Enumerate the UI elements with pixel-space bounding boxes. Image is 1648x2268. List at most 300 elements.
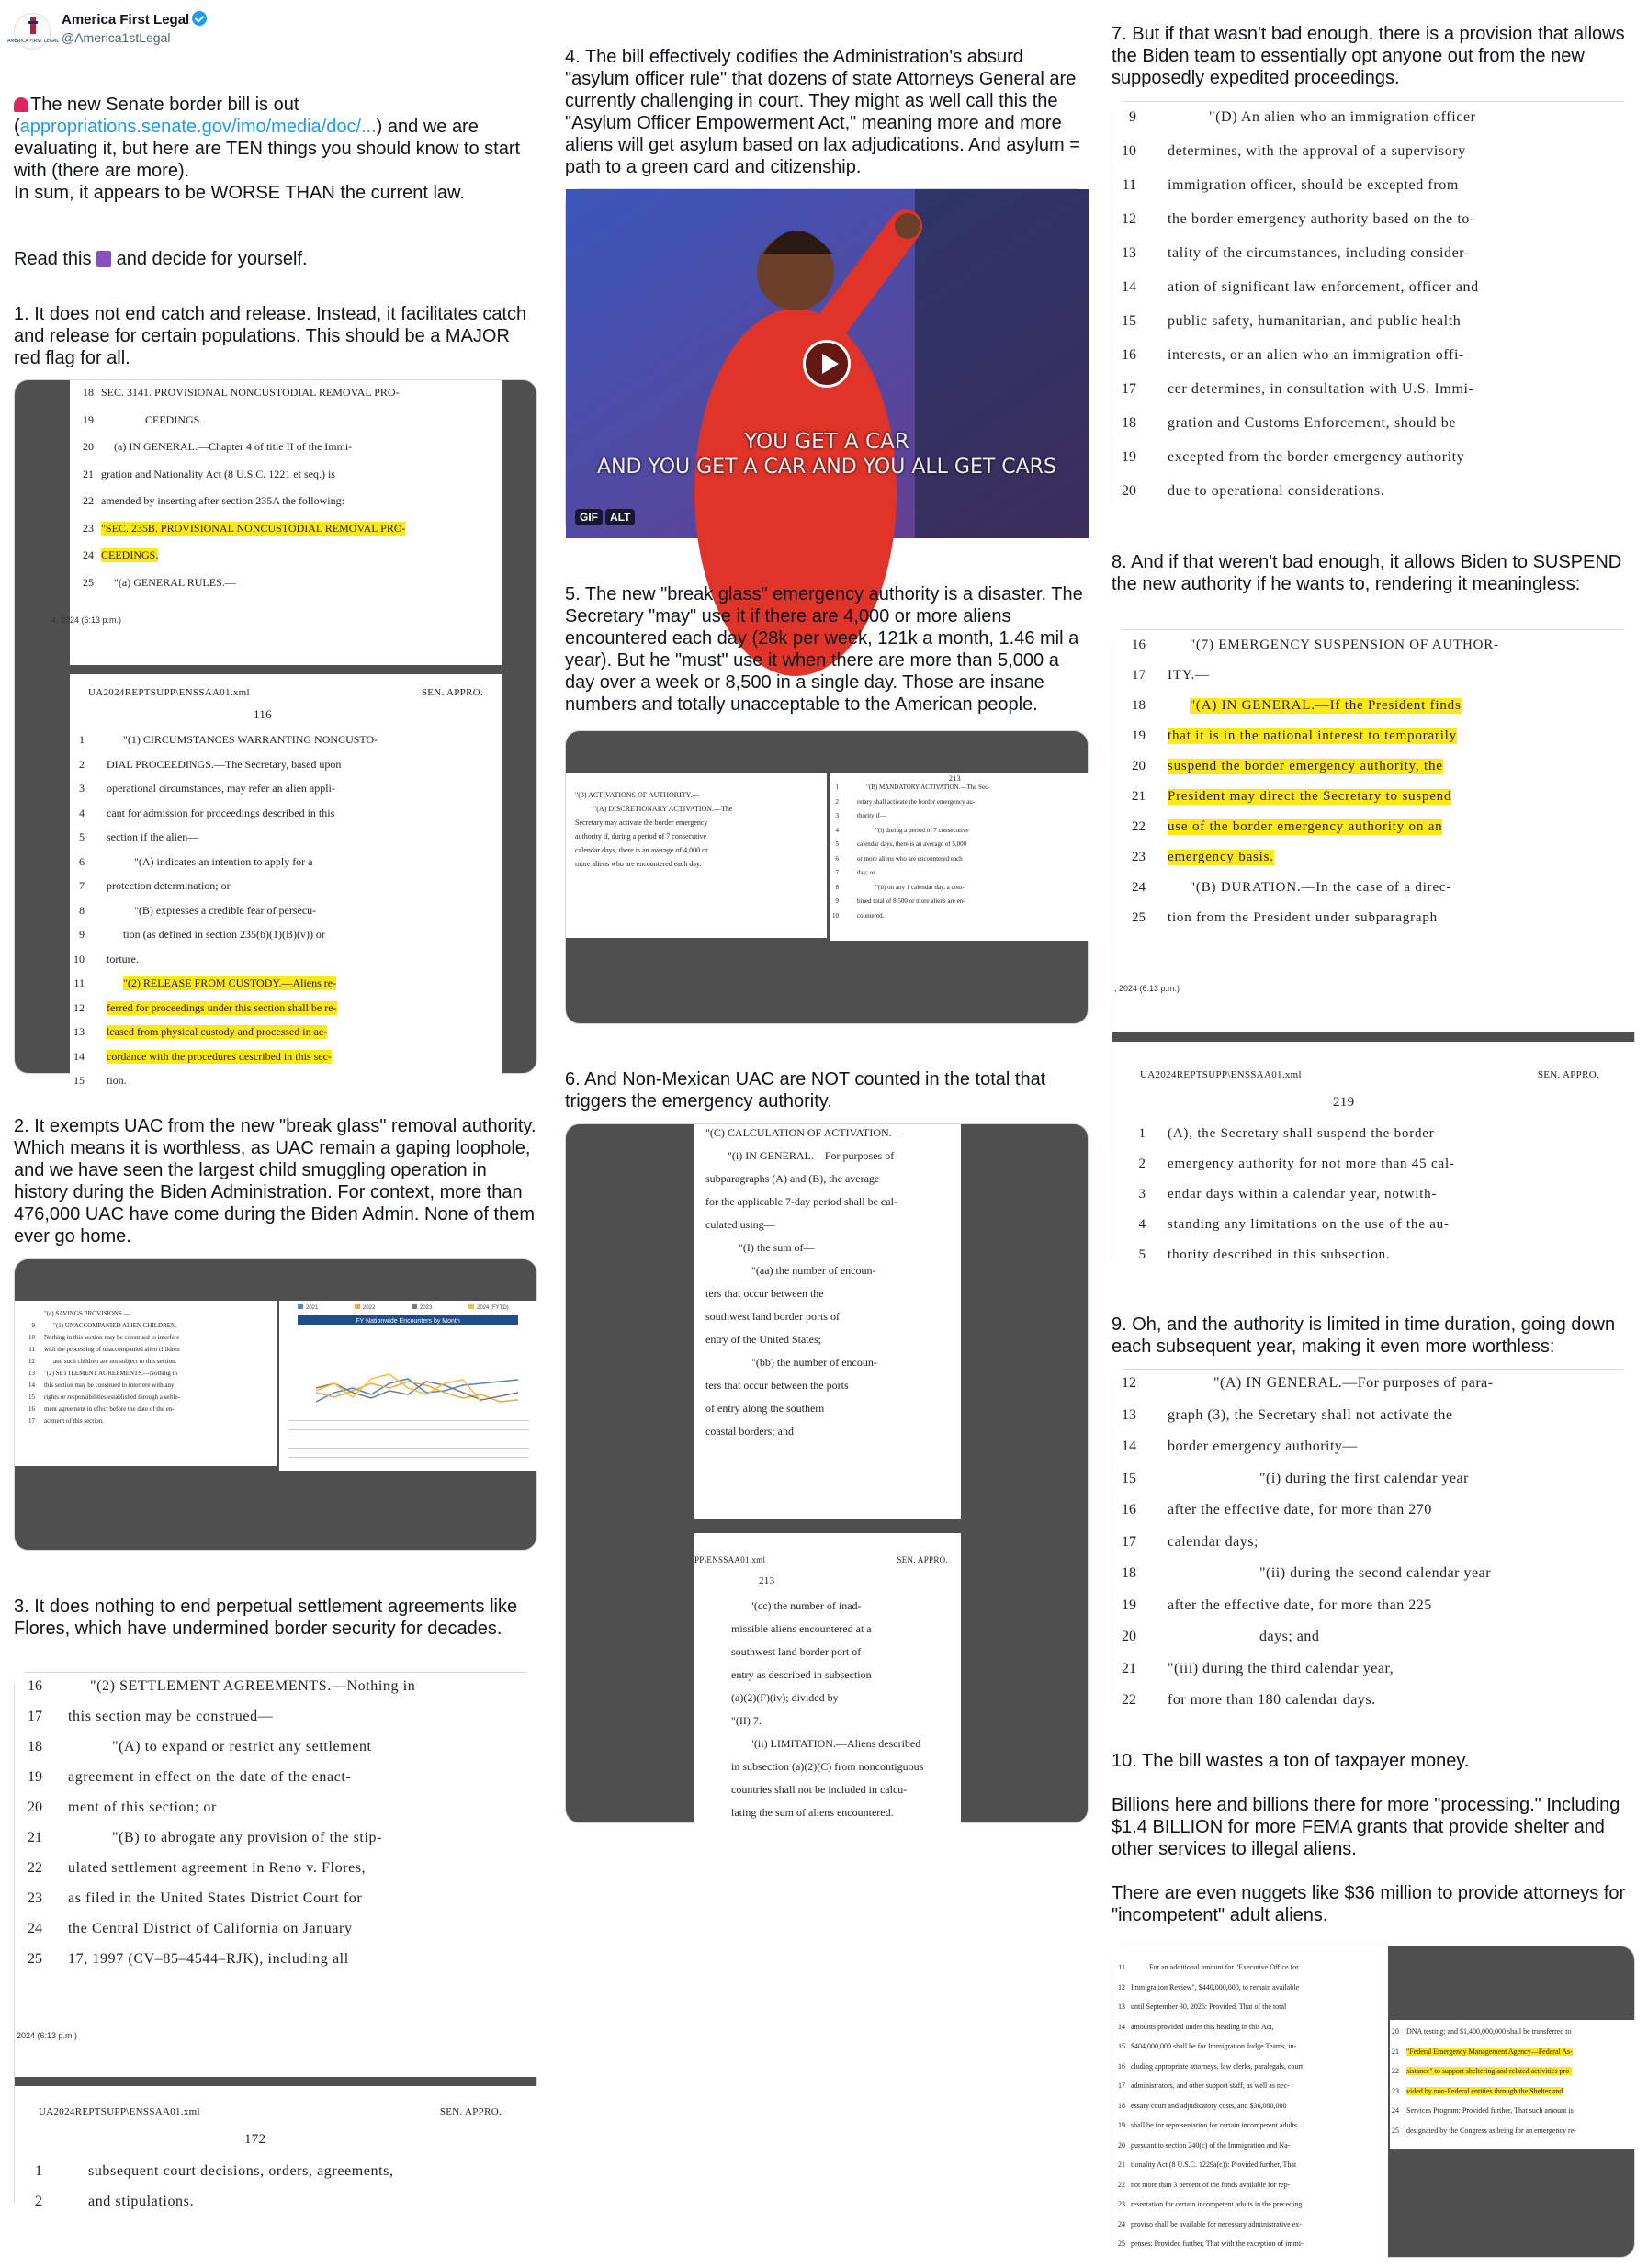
doc-line: "(bb) the number of encoun- [751,1356,877,1369]
gif-badge: GIF [575,509,603,525]
point-4: 4. The bill effectively codifies the Administration's absurd "asylum officer rule" that dozens of state Attorneys General are currently challenging in court. They might as well call this the "Asylum Officer Empowerment Act," meaning more and more aliens will get asylum based on lax adjudications. And asylum = path to a green card and citizenship. [565,47,1080,177]
line-number: 18 [1118,2101,1125,2110]
doc-line: actment of this section. [44,1417,104,1425]
line-number: 18 [28,1739,42,1755]
doc-line: thority if— [857,812,886,819]
doc-line: gration and Customs Enforcement, should be [1168,415,1457,431]
doc-line: pursuant to section 240(c) of the Immigration and Na- [1131,2140,1291,2150]
line-number: 13 [28,1370,35,1377]
account-avatar[interactable] [6,13,60,50]
doc-line: southwest land border port of [731,1645,862,1658]
doc-line: resentation for certain incompetent adults in the preceding [1131,2200,1303,2208]
doc-line: penses: Provided further, That with the exception of immi- [1131,2240,1304,2248]
line-number: 21 [83,467,94,480]
intro-read: Read this and decide for yourself. [14,249,308,269]
line-number: 6 [79,854,85,868]
doc-line: cordance with the procedures described in this sec- [107,1049,332,1063]
line-number: 5 [835,841,839,848]
line-number: 9 [79,928,85,941]
line-number: 11 [73,976,85,989]
doc-page-3a: 16 "(2) SETTLEMENT AGREEMENTS.—Nothing in 17 this section may be construed— 18 "(A) to expand or restrict any settlement 19 agreement in effect on the date of the enact- 20 ment of this section; or 21 "(B) to abrogate any provision of the stip- 22 ulated settlement agreement in Reno v. Flores, 23 as filed in the United States District Court for 24 the Central District of California on January 25 17, 1997 (CV–85–4544–RJK), including all 2024 (6:13 p.m.) [15,1673,538,2077]
line-number: 19 [1122,1597,1136,1613]
doc-line: until September 30, 2026: Provided, That of the total [1131,2003,1287,2011]
line-number: 21 [1118,2161,1125,2169]
image-point-2[interactable] [14,1258,537,1551]
doc-line: "(a) GENERAL RULES.— [114,575,236,589]
line-number: 19 [1132,728,1146,743]
doc-line: use of the border emergency authority on an [1168,819,1443,834]
doc-line: CEEDINGS. [145,412,203,426]
line-number: 22 [1132,819,1146,834]
line-number: 13 [1122,1406,1136,1423]
line-number: 14 [1122,1439,1136,1454]
doc-line: "(B) MANDATORY ACTIVATION.—The Sec- [866,784,990,791]
doc-line: ation of significant law enforcement, officer and [1168,279,1479,295]
line-number: 22 [1392,2067,1399,2075]
line-number: 23 [28,1890,42,1906]
table-rule [288,1420,529,1421]
gif-caption-line1: YOU GET A CAR [744,430,909,454]
doc-line: "(A) IN GENERAL.—For purposes of para- [1213,1375,1494,1391]
doc-line: "(iii) during the third calendar year, [1168,1660,1394,1676]
doc-line: tion. [107,1074,127,1087]
line-number: 22 [83,494,94,507]
line-number: 9 [1129,109,1136,125]
image-point-9[interactable] [1112,1369,1635,1710]
line-number: 14 [28,1382,35,1389]
doc-line: "(I) the sum of— [739,1241,815,1254]
doc-line: administrators, and other support staff, as well as nec- [1131,2082,1290,2090]
line-number: 13 [73,1025,85,1038]
doc-line: cant for admission for proceedings described in this [107,806,335,819]
doc-line: this section may be construed to interfere with any [44,1382,175,1389]
line-number: 20 [28,1800,42,1815]
doc-line: "(3) ACTIVATIONS OF AUTHORITY.— [575,791,700,799]
line-number: 19 [28,1769,42,1785]
doc-line: after the effective date, for more than 270 [1168,1502,1432,1518]
afl-logo-icon [6,14,60,51]
doc-line: missible aliens encountered at a [731,1622,872,1635]
line-number: 4 [835,826,839,834]
line-number: 21 [1132,789,1146,804]
doc-page-2a [15,1301,277,1466]
doc-line: "(aa) the number of encoun- [751,1264,876,1277]
doc-line: "(c) SAVINGS PROVISIONS.— [44,1310,130,1317]
point-8: 8. And if that weren't bad enough, it allows Biden to SUSPEND the new authority if he wants to, rendering it meaningless: [1112,552,1622,594]
doc-line: "(II) 7. [731,1714,762,1727]
doc-line: ters that occur between the [705,1287,824,1300]
line-number: 16 [1132,638,1146,652]
doc-line: calendar days, there is an average of 4,000 or [575,846,708,854]
line-number: 25 [1118,2240,1125,2248]
doc-line: endar days within a calendar year, notwith- [1168,1187,1438,1202]
doc-line: protection determination; or [107,879,231,892]
doc-line: Nothing in this section may be construed to interfere [44,1334,180,1341]
point-3: 3. It does nothing to end perpetual settlement agreements like Flores, which have undermined border security for decades. [14,1597,518,1639]
line-number: 17 [1122,1533,1136,1550]
line-number: 19 [1122,449,1136,465]
doc-line: tion from the President under subparagraph [1168,910,1438,925]
line-number: 5 [1138,1247,1146,1262]
legend-label: 2021 [306,1305,319,1311]
oprah-gif[interactable] [565,188,1089,537]
line-number: 15 [1122,313,1136,329]
line-number: 9 [31,1322,35,1329]
doc-line: agreement in effect on the date of the enact- [68,1769,352,1785]
doc-line: For an additional amount for "Executive Office for [1149,1963,1299,1971]
legend-swatch [468,1304,474,1309]
line-number: 2 [835,797,839,806]
line-number: 19 [1118,2121,1125,2129]
doc-line: suspend the border emergency authority, the [1168,759,1443,773]
doc-page-10a [1112,1946,1388,2259]
line-number: 24 [83,548,94,561]
legend-label: 2022 [363,1305,376,1311]
line-number: 4 [79,806,85,819]
doc-line: "(A) IN GENERAL.—If the President finds [1190,698,1462,713]
legend-swatch [412,1304,417,1309]
verified-badge-icon [192,11,207,26]
doc-line: lating the sum of aliens encountered. [731,1806,894,1819]
line-number: 18 [1132,698,1146,713]
doc-line: "(i) during a period of 7 consecutive [875,826,969,834]
line-number: 15 [1122,1470,1136,1486]
doc-line: "(A) DISCRETIONARY ACTIVATION.—The [593,805,733,813]
doc-line: ferred for proceedings under this section shall be re- [107,1000,337,1014]
doc-line: cluding appropriate attorneys, law clerks, paralegals, court [1131,2061,1304,2071]
table-rule [288,1457,529,1458]
line-number: 1 [1138,1126,1146,1141]
line-number: 24 [1132,880,1146,895]
doc-line: day; or [857,869,875,876]
line-number: 5 [79,830,85,843]
line-number: 8 [835,883,839,891]
doc-line: as filed in the United States District Court for [68,1890,363,1906]
line-number: 16 [1118,2061,1125,2071]
doc-line: ment agreement in effect before the date of the en- [44,1405,175,1413]
doc-line: countered. [857,911,885,920]
doc-line: the border emergency authority based on the to- [1168,211,1475,227]
doc-line: "(2) SETTLEMENT AGREEMENTS.—Nothing in [90,1678,416,1694]
doc-line: southwest land border ports of [705,1310,840,1323]
doc-line: thority described in this subsection. [1168,1247,1391,1262]
doc-page-3b: UA2024REPTSUPP\ENSSAA01.xml SEN. APPRO. 172 1 subsequent court decisions, orders, agreements, 2 and stipulations. [15,2086,538,2215]
line-number: 8 [79,903,85,917]
series-line [316,1374,481,1402]
doc-line: President may direct the Secretary to suspend [1168,789,1452,804]
doc-line: "(i) IN GENERAL.—For purposes of [728,1149,895,1162]
doc-line: and such children are not subject to this section. [53,1358,177,1365]
line-number: 20 [1392,2027,1399,2036]
line-number: 22 [28,1860,42,1876]
doc-line: calendar days, there is an average of 5,000 [857,841,967,848]
line-number: 9 [835,897,839,905]
doc-line: public safety, humanitarian, and public health [1168,313,1462,329]
doc-line: rights or responsibilities established through a settle- [44,1394,180,1401]
doc-line: (a) IN GENERAL.—Chapter 4 of title II of the Immi- [114,440,353,453]
doc-line: countries shall not be included in calcu- [731,1783,908,1796]
doc-line: 17, 1997 (CV–85–4544–RJK), including all [68,1951,349,1967]
line-number: 14 [1118,2022,1125,2031]
doc-line: of entry along the southern [705,1402,825,1415]
doc-page-10b [1390,2020,1636,2149]
doc-line: "(cc) the number of inad- [750,1599,862,1612]
doc-line: ment of this section; or [68,1800,217,1815]
line-number: 10 [73,952,85,965]
line-number: 25 [83,575,94,589]
point-7: 7. But if that wasn't bad enough, there is a provision that allows the Biden team to essentially opt anyone out from the new supposedly expedited proceedings. [1112,24,1625,88]
line-number: 12 [1122,211,1136,227]
line-number: 20 [1122,1629,1136,1644]
line-number: 12 [73,1000,85,1014]
doc-line: culated using— [705,1218,775,1231]
doc-line: "(B) to abrogate any provision of the stip- [112,1830,383,1845]
legend-label: 2023 [420,1305,433,1311]
doc-line: "(ii) during the second calendar year [1259,1565,1492,1581]
doc-line: amounts provided under this heading in this Act, [1131,2022,1274,2031]
doc-page-7 [1112,102,1636,513]
doc-page-9 [1112,1370,1636,1711]
doc-line: or more aliens who are encountered each [857,854,963,863]
doc-line: tion (as defined in section 235(b)(1)(B)(v)) or [123,928,325,941]
image-point-3[interactable] [14,1672,537,2214]
line-number: 17 [1118,2082,1125,2090]
line-number: 7 [835,869,839,876]
doc-line: that it is in the national interest to temporarily [1168,728,1457,743]
line-number: 22 [1118,2180,1125,2189]
line-number: 25 [28,1951,42,1967]
doc-line: "(B) DURATION.—In the case of a direc- [1190,880,1452,895]
doc-line: more aliens who are encountered each day. [575,860,702,868]
doc-line: Immigration Review", $440,000,000, to remain available [1131,1982,1299,1992]
doc-line: tality of the circumstances, including consider- [1168,245,1470,261]
doc-line: cer determines, in consultation with U.S. Immi- [1168,381,1474,397]
line-number: 24 [1118,2219,1125,2229]
doc-line: subparagraphs (A) and (B), the average [705,1172,880,1185]
line-number: 10 [28,1334,35,1341]
bill-link[interactable]: appropriations.senate.gov/imo/media/doc/... [19,117,377,137]
line-number: 3 [1138,1187,1146,1202]
line-number: 16 [28,1405,35,1413]
play-icon [822,354,839,374]
doc-line: "Federal Emergency Management Agency—Federal As- [1406,2047,1573,2056]
image-point-8[interactable] [1112,629,1635,1270]
point-6: 6. And Non-Mexican UAC are NOT counted in the total that triggers the emergency authority. [565,1069,1046,1111]
line-number: 2 [35,2194,42,2209]
line-number: 17 [28,1709,42,1724]
doc-line: and stipulations. [88,2194,195,2209]
image-point-10[interactable] [1112,1946,1635,2258]
line-number: 22 [1122,1692,1136,1708]
line-number: 15 [1118,2042,1125,2050]
doc-line: "(1) CIRCUMSTANCES WARRANTING NONCUSTO- [123,733,378,746]
doc-page-5b: 213 1 "(B) MANDATORY ACTIVATION.—The Sec- 2 retary shall activate the border emergency au- 3 thority if— 4 "(i) during a period of 7 consecutive 5 calendar days, there is an average of 5,000 6 or more aliens who are encountered each 7 day; or 8 "(ii) on any 1 calendar day, a com- 9 bined total of 8,500 or more aliens are en- 10 countered. [830,773,1089,941]
doc-line: "(i) during the first calendar year [1259,1470,1469,1486]
siren-icon [14,97,28,112]
line-number: 15 [73,1074,85,1087]
line-number: 12 [28,1358,35,1365]
doc-line: "(7) EMERGENCY SUSPENSION OF AUTHOR- [1190,638,1499,652]
thread-icon [96,251,111,267]
doc-line: due to operational considerations. [1168,483,1385,499]
line-number: 2 [79,757,85,771]
gif-caption-line2: AND YOU GET A CAR AND YOU ALL GET CARS [597,456,1056,479]
doc-line: bined total of 8,500 or more aliens are en- [857,897,965,905]
doc-line: Secretary may activate the border emergency [575,818,708,827]
doc-line: immigration officer, should be excepted from [1168,177,1459,193]
doc-line: "SEC. 235B. PROVISIONAL NONCUSTODIAL REMOVAL PRO- [101,521,406,535]
doc-line: not more than 3 percent of the funds available for rep- [1131,2180,1291,2189]
line-number: 21 [1392,2047,1399,2056]
intro-text: The new Senate border bill is out (appropriations.senate.gov/imo/media/doc/...) and we are evaluating it, but here are TEN things you should know to start with (there are more). [14,95,521,181]
doc-line: days; and [1259,1629,1320,1644]
doc-line: section if the alien— [107,830,199,843]
line-number: 1 [79,733,85,746]
doc-line: entry of the United States; [705,1333,821,1346]
line-number: 23 [83,521,94,535]
legend-swatch [355,1304,360,1309]
line-number: 10 [1122,143,1136,159]
line-number: 4 [1138,1217,1146,1232]
doc-line: interests, or an alien who an immigration offi- [1168,347,1464,363]
line-number: 24 [1392,2106,1399,2115]
doc-line: "(A) indicates an intention to apply for a [134,854,313,868]
doc-line: ters that occur between the ports [705,1379,849,1392]
line-number: 14 [1122,279,1136,295]
point-2: 2. It exempts UAC from the new "break glass" removal authority. Which means it is worthless, as UAC remain a gaping loophole, and we have seen the largest child smuggling operation in history during the Biden Administration. For context, more than 476,000 UAC have come during the Biden Admin. None of them ever go home. [14,1116,536,1247]
doc-line: "(B) expresses a credible fear of persecu- [134,903,317,917]
doc-line: coastal borders; and [705,1425,794,1438]
line-number: 3 [835,812,839,819]
legend-label: 2024 (FYTD) [477,1305,509,1311]
doc-line: calendar days; [1168,1533,1259,1550]
image-point-6[interactable] [565,1123,1089,1823]
doc-line: retary shall activate the border emergency au- [857,797,976,806]
doc-line: excepted from the border emergency authority [1168,449,1465,465]
doc-line: border emergency authority— [1168,1439,1358,1454]
doc-line: the Central District of California on January [68,1921,353,1936]
legend-swatch [298,1304,303,1309]
line-number: 23 [1118,2200,1125,2208]
line-number: 13 [1122,245,1136,261]
line-number: 7 [79,879,85,892]
doc-line: leased from physical custody and processed in ac- [107,1025,328,1038]
line-number: 18 [1122,415,1136,431]
line-number: 3 [79,782,85,795]
line-number: 20 [1122,483,1136,499]
doc-line: ITY.— [1168,668,1210,683]
play-button[interactable] [803,340,851,388]
point-9: 9. Oh, and the authority is limited in time duration, going down each subsequent year, making it even more worthless: [1112,1315,1616,1357]
image-point-1[interactable] [14,379,537,1087]
doc-line: authority if, during a period of 7 consecutive [575,832,707,841]
doc-line: ulated settlement agreement in Reno v. Flores, [68,1860,367,1876]
line-number: 20 [83,440,94,453]
line-number: 1 [35,2163,42,2179]
doc-line: vided by non-Federal entities through the Shelter and [1406,2086,1563,2095]
doc-page-6a [694,1124,961,1519]
doc-line: graph (3), the Secretary shall not activate the [1168,1406,1453,1423]
doc-line: this section may be construed— [68,1709,274,1724]
doc-line: subsequent court decisions, orders, agreements, [88,2163,394,2179]
doc-page-1a: 18 SEC. 3141. PROVISIONAL NONCUSTODIAL REMOVAL PRO- 19 CEEDINGS. 20 (a) IN GENERAL.—Chapter 4 of title II of the Immi- 21 gration and Nationality Act (8 U.S.C. 1221 et seq.) is 22 amended by inserting after section 235A the following: 23 "SEC. 235B. PROVISIONAL NONCUSTODIAL REMOVAL PRO- 24 CEEDINGS. 25 "(a) GENERAL RULES.— 4, 2024 (6:13 p.m.) [70,380,502,665]
encounters-chart [279,1301,538,1471]
alt-badge[interactable]: ALT [605,509,635,525]
logo-text: AMERICA FIRST LEGAL [6,39,60,44]
line-number: 15 [28,1394,35,1401]
doc-page-8a: 16 "(7) EMERGENCY SUSPENSION OF AUTHOR- 17 ITY.— 18 "(A) IN GENERAL.—If the President finds 19 that it is in the national interest to temporarily 20 suspend the border emergency authority, the 21 President may direct the Secretary to suspend 22 use of the border emergency authority on an 23 emergency basis. 24 "(B) DURATION.—In the case of a direc- 25 tion from the President under subparagraph , 2024 (6:13 p.m.) [1112,630,1636,1032]
doc-line: $404,000,000 shall be for Immigration Judge Teams, in- [1131,2042,1297,2050]
line-number: 18 [83,386,94,399]
doc-line: in subsection (a)(2)(C) from noncontiguous [731,1760,924,1773]
account-name[interactable]: America First Legal [62,12,190,28]
doc-line: "(D) An alien who an immigration officer [1209,109,1476,125]
table-rule [288,1448,529,1449]
line-number: 12 [1118,1982,1125,1992]
doc-line: emergency authority for not more than 45 cal- [1168,1157,1455,1171]
line-number: 21 [1122,1660,1136,1676]
line-number: 11 [1122,177,1136,193]
doc-line: shall be for representation for certain incompetent adults [1131,2121,1298,2129]
doc-line: (A), the Secretary shall suspend the border [1168,1126,1435,1141]
line-number: 24 [28,1921,42,1936]
line-number: 14 [73,1049,85,1063]
doc-line: after the effective date, for more than 225 [1168,1597,1432,1613]
line-number: 10 [832,911,839,920]
doc-line: amended by inserting after section 235A the following: [101,494,344,507]
doc-line: torture. [107,952,139,965]
point-5: 5. The new "break glass" emergency authority is a disaster. The Secretary "may" use it if there are 4,000 or more aliens encountered each day (28k per week, 121k a month, 1.46 mil a year). But he "must" use it when there are more than 5,000 a day over a week or 8,500 in a single day. Those are insane numbers and totally unacceptable to the American people. [565,584,1083,715]
line-number: 23 [1392,2086,1399,2095]
line-number: 16 [1122,1502,1136,1518]
doc-line: emergency basis. [1168,850,1274,864]
doc-line: tionality Act (8 U.S.C. 1229a(c)): Provided further, That [1131,2161,1297,2169]
line-number: 16 [1122,347,1136,363]
doc-line: "(2) RELEASE FROM CUSTODY.—Aliens re- [123,976,337,989]
doc-page-1b: UA2024REPTSUPP\ENSSAA01.xml SEN. APPRO. 116 1 "(1) CIRCUMSTANCES WARRANTING NONCUSTO- 2 DIAL PROCEEDINGS.—The Secretary, based upon 3 operational circumstances, may refer an alien appli- 4 cant for admission for proceedings described in this 5 section if the alien— 6 "(A) indicates an intention to apply for a 7 protection determination; or 8 "(B) expresses a credible fear of persecu- 9 tion (as defined in section 235(b)(1)(B)(v)) or 10 torture. 11 "(2) RELEASE FROM CUSTODY.—Aliens re- 12 ferred for proceedings under this section shall be re- 13 leased from physical custody and processed in ac- 14 cordance with the procedures described in this sec- 15 tion. [70,674,502,1075]
doc-line: "(ii) LIMITATION.—Aliens described [750,1737,921,1750]
doc-line: with the processing of unaccompanied alien children [44,1346,180,1353]
doc-line: Services Program: Provided further, That such amount is [1406,2106,1574,2115]
doc-line: "(A) to expand or restrict any settlement [112,1739,372,1755]
doc-line: DNA testing; and $1,400,000,000 shall be transferred to [1406,2027,1572,2036]
image-point-7[interactable] [1112,101,1635,513]
doc-page-8b: UA2024REPTSUPP\ENSSAA01.xml SEN. APPRO. 219 1 (A), the Secretary shall suspend the border 2 emergency authority for not more than 45 cal- 3 endar days within a calendar year, notwith- 4 standing any limitations on the use of the au- 5 thority described in this subsection. [1112,1042,1636,1271]
doc-line: for the applicable 7-day period shall be cal- [705,1195,897,1208]
account-handle[interactable]: @America1stLegal [62,30,171,45]
doc-line: "(2) SETTLEMENT AGREEMENTS.—Nothing in [44,1370,178,1377]
line-number: 18 [1122,1565,1136,1581]
doc-line: DIAL PROCEEDINGS.—The Secretary, based upon [107,757,342,771]
chart-title: FY Nationwide Encounters by Month [356,1318,460,1325]
image-point-5[interactable] [565,730,1089,1024]
line-number: 11 [1118,1963,1125,1971]
line-number: 20 [1118,2140,1125,2150]
doc-line: standing any limitations on the use of the au- [1168,1217,1450,1232]
line-number: 16 [28,1678,42,1694]
doc-line: CEEDINGS. [101,548,159,561]
line-number: 25 [1392,2126,1399,2135]
line-number: 17 [1122,381,1136,397]
line-number: 25 [1132,910,1146,925]
doc-line: "(ii) on any 1 calendar day, a com- [875,883,965,891]
doc-line: operational circumstances, may refer an alien appli- [107,782,335,795]
doc-line: sistance" to support sheltering and related activities pro- [1406,2067,1572,2075]
line-number: 12 [1122,1375,1136,1391]
line-number: 1 [835,784,839,791]
doc-line: gration and Nationality Act (8 U.S.C. 1221 et seq.) is [101,467,335,480]
line-number: 21 [28,1830,42,1845]
